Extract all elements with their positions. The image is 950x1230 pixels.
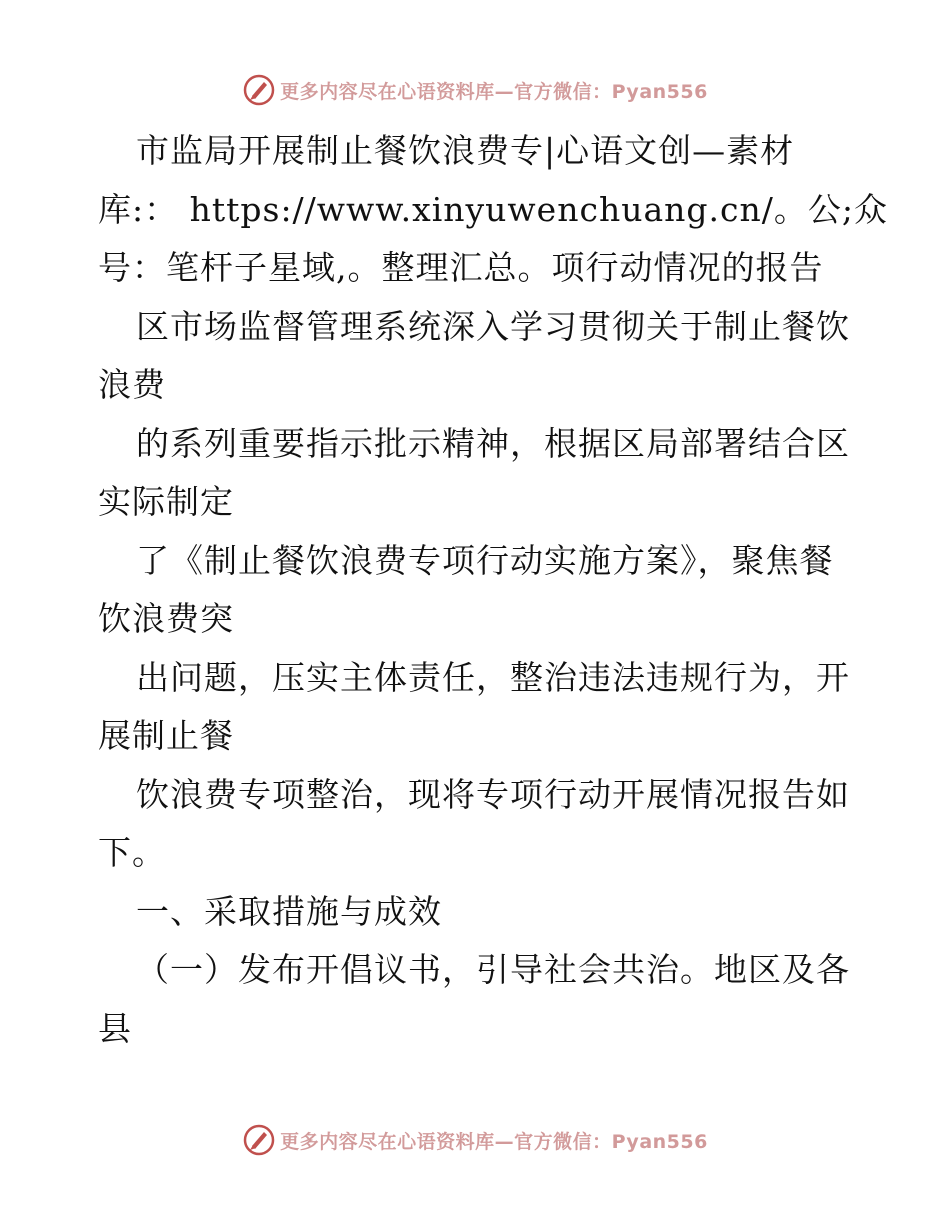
title-line-2: 库:： https://www.xinyuwenchuang.cn/。公;众 bbox=[98, 189, 888, 229]
paragraph-line: 区市场监督管理系统深入学习贯彻关于制止餐饮 bbox=[136, 306, 850, 346]
paragraph-line: 的系列重要指示批示精神，根据区局部署结合区 bbox=[136, 423, 850, 463]
pen-seal-icon bbox=[242, 73, 276, 107]
title-line-1: 市监局开展制止餐饮浪费专|心语文创—素材 bbox=[136, 131, 795, 170]
section-heading: 一、采取措施与成效 bbox=[136, 891, 442, 931]
header-watermark bbox=[0, 70, 950, 110]
paragraph-line: 实际制定 bbox=[98, 482, 234, 521]
paragraph-line: 县 bbox=[98, 1008, 132, 1048]
paragraph-line: （一）发布开倡议书，引导社会共治。地区及各 bbox=[136, 950, 850, 989]
document-body bbox=[98, 122, 888, 1058]
paragraph-line: 展制止餐 bbox=[98, 716, 234, 755]
header-watermark-text: 更多内容尽在心语资料库—官方微信：Pyan556 bbox=[280, 80, 708, 103]
paragraph-line: 饮浪费专项整治，现将专项行动开展情况报告如 bbox=[136, 774, 850, 814]
title-line-3: 号：笔杆子星域,。整理汇总。项行动情况的报告 bbox=[98, 248, 824, 287]
pen-seal-icon bbox=[242, 1123, 276, 1157]
paragraph-line: 了《制止餐饮浪费专项行动实施方案》，聚焦餐 bbox=[136, 540, 834, 580]
paragraph-line: 浪费 bbox=[98, 365, 166, 404]
footer-watermark-text: 更多内容尽在心语资料库—官方微信：Pyan556 bbox=[280, 1130, 708, 1153]
paragraph-line: 出问题，压实主体责任，整治违法违规行为，开 bbox=[136, 657, 850, 697]
paragraph-line: 下。 bbox=[98, 833, 166, 872]
footer-watermark bbox=[0, 1120, 950, 1160]
paragraph-line: 饮浪费突 bbox=[98, 599, 234, 638]
